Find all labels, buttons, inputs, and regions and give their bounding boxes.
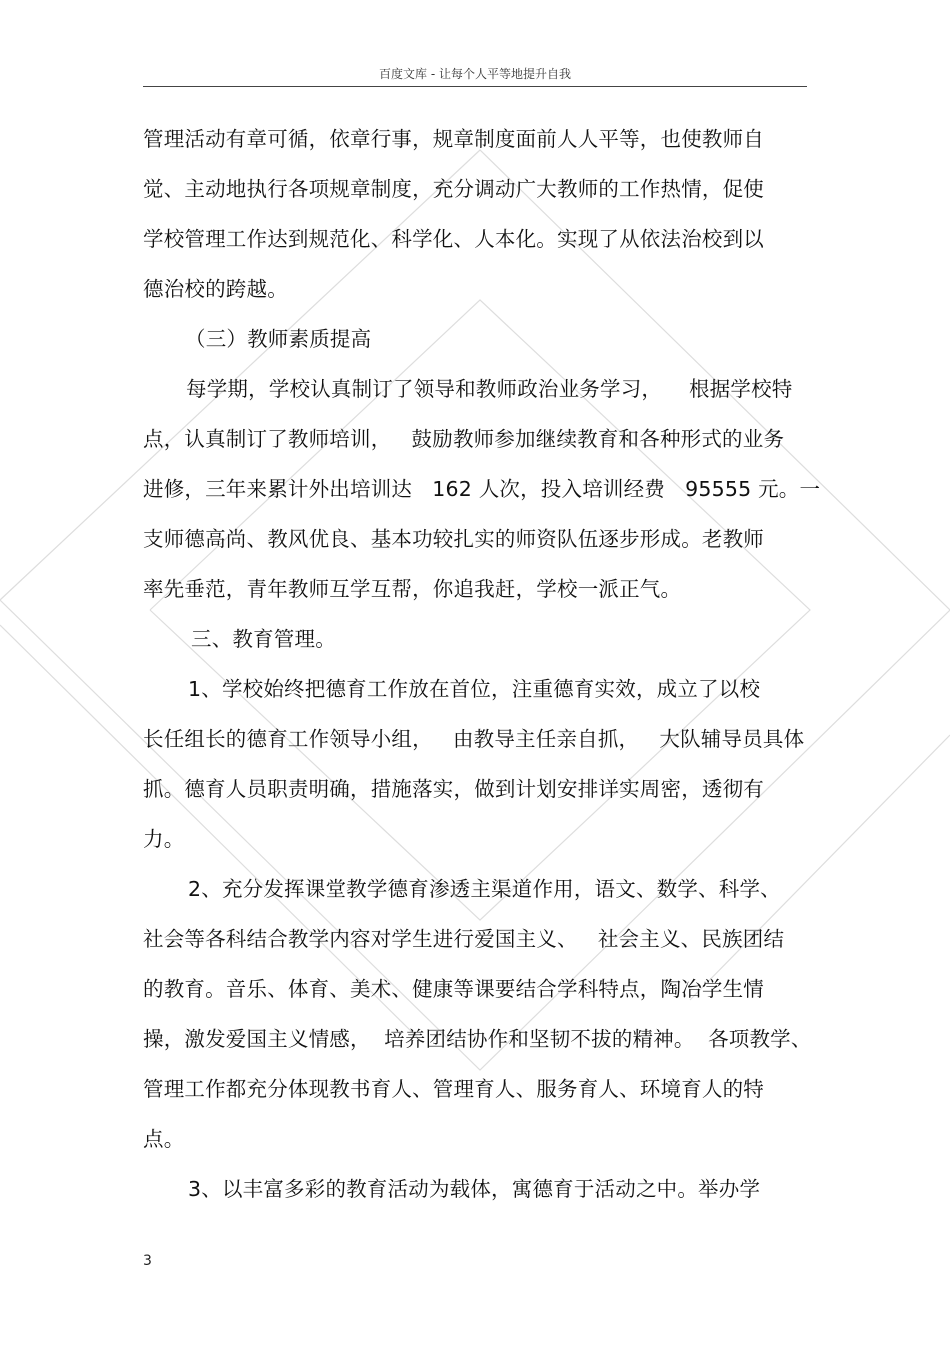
text-line: 德治校的跨越。: [143, 277, 288, 301]
text-line: 学校管理工作达到规范化、科学化、人本化。实现了从依法治校到以: [143, 227, 764, 251]
text-line: 支师德高尚、教风优良、基本功较扎实的师资队伍逐步形成。老教师: [143, 527, 764, 551]
text-line: 管理活动有章可循，依章行事，规章制度面前人人平等，也使教师自: [143, 127, 764, 151]
text-line: 抓。德育人员职责明确，措施落实，做到计划安排详实周密，透彻有: [143, 777, 764, 801]
text-line: 社会等各科结合教学内容对学生进行爱国主义、 社会主义、民族团结: [143, 927, 785, 951]
section-heading: （三）教师素质提高: [185, 327, 372, 351]
text-line: 管理工作都充分体现教书育人、管理育人、服务育人、环境育人的特: [143, 1077, 764, 1101]
text-line: 1、学校始终把德育工作放在首位，注重德育实效，成立了以校: [188, 677, 761, 701]
text-line: 点。: [143, 1127, 185, 1151]
text-line: 长任组长的德育工作领导小组， 由教导主任亲自抓， 大队辅导员具体: [143, 727, 805, 751]
text-line: 率先垂范，青年教师互学互帮，你追我赶，学校一派正气。: [143, 577, 682, 601]
text-line: 每学期，学校认真制订了领导和教师政治业务学习， 根据学校特: [186, 377, 793, 401]
page-header: [143, 64, 807, 87]
text-line: 进修，三年来累计外出培训达 162 人次，投入培训经费 95555 元。一: [143, 477, 821, 501]
header-text: 百度文库 - 让每个人平等地提升自我: [379, 67, 571, 81]
text-line: 点，认真制订了教师培训， 鼓励教师参加继续教育和各种形式的业务: [143, 427, 785, 451]
section-heading: 三、教育管理。: [191, 627, 336, 651]
page-number: 3: [143, 1253, 152, 1269]
text-line: 操，激发爱国主义情感， 培养团结协作和坚韧不拔的精神。 各项教学、: [143, 1027, 812, 1051]
text-line: 觉、主动地执行各项规章制度，充分调动广大教师的工作热情，促使: [143, 177, 764, 201]
text-line: 的教育。音乐、体育、美术、健康等课要结合学科特点，陶冶学生情: [143, 977, 764, 1001]
text-line: 3、以丰富多彩的教育活动为载体，寓德育于活动之中。举办学: [188, 1177, 761, 1201]
text-line: 力。: [143, 827, 185, 851]
text-line: 2、充分发挥课堂教学德育渗透主渠道作用，语文、数学、科学、: [188, 877, 781, 901]
